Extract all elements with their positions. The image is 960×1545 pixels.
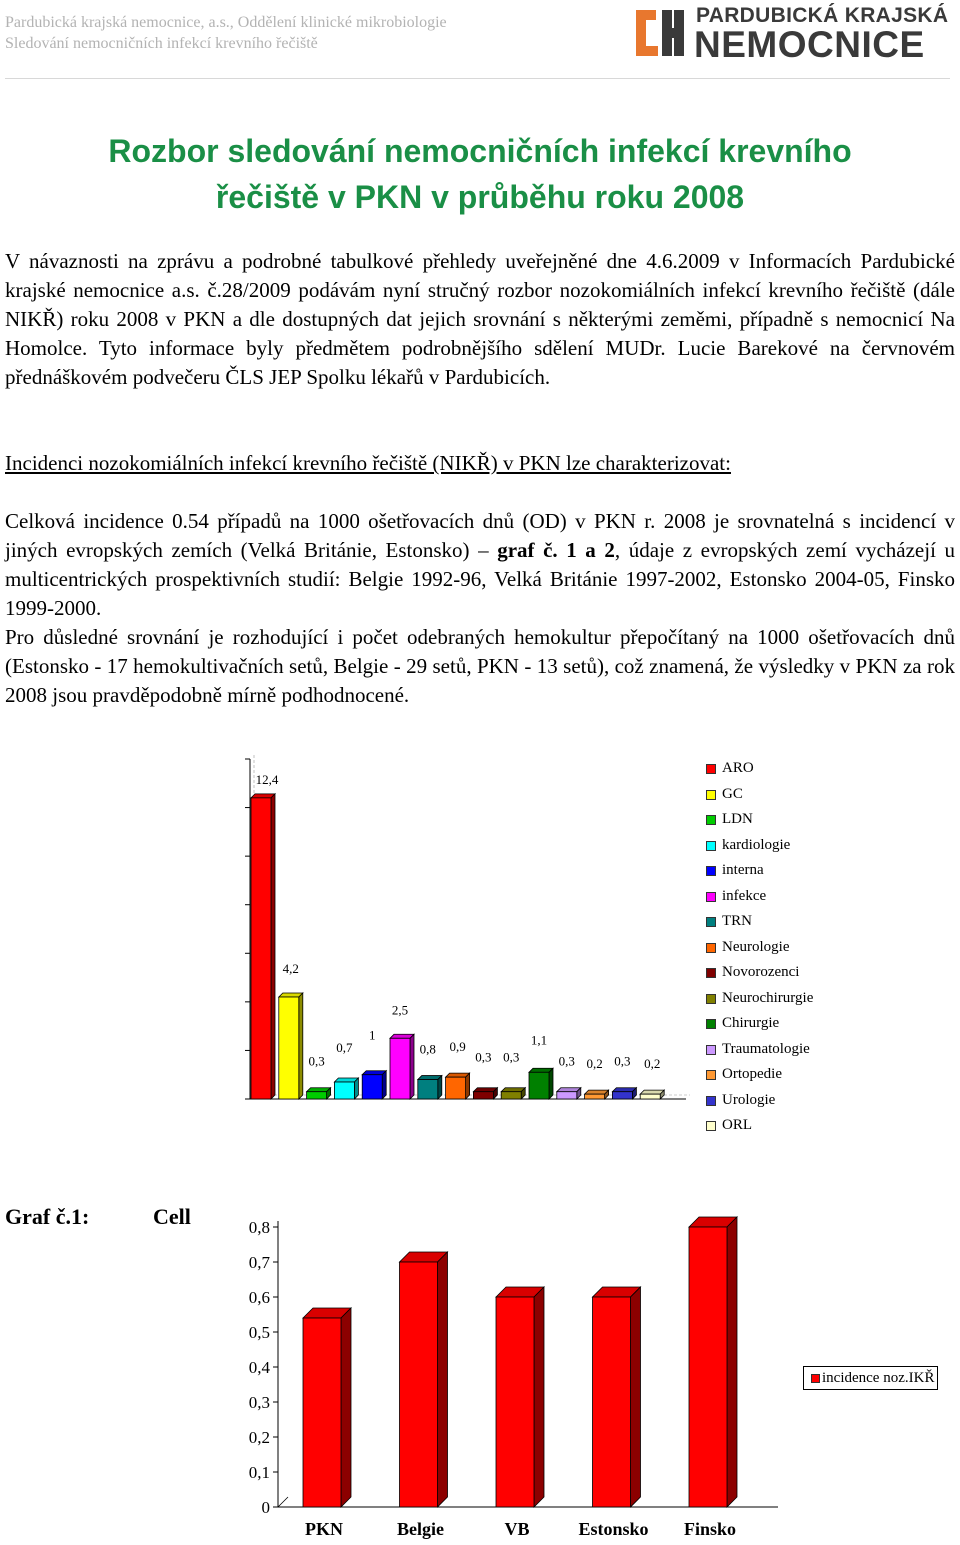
- data-label: 0,2: [586, 1056, 603, 1072]
- legend-swatch: [706, 943, 716, 953]
- x-tick-label: PKN: [305, 1519, 343, 1539]
- legend-swatch: [706, 994, 716, 1004]
- x-tick-label: Finsko: [683, 1519, 737, 1539]
- legend-label: TRN: [722, 913, 752, 929]
- legend-label: ORL: [722, 1117, 752, 1133]
- legend-label: ARO: [722, 760, 754, 776]
- y-tick-label: 0,3: [248, 1393, 270, 1412]
- depth-edge: [278, 1497, 288, 1507]
- page-title: [0, 128, 960, 220]
- y-tick-label: 0,8: [248, 1218, 270, 1237]
- header-line-2: Sledování nemocničních infekcí krevního řečiště: [5, 35, 318, 52]
- legend-swatch-incidence: [811, 1374, 820, 1383]
- country-legend: [803, 1366, 938, 1390]
- legend-swatch: [706, 968, 716, 978]
- data-label: 0,3: [308, 1053, 325, 1069]
- back-wall: [254, 755, 690, 1095]
- bar-kardiologie: [334, 1078, 358, 1099]
- legend-swatch: [706, 892, 716, 902]
- legend-swatch: [706, 1045, 716, 1055]
- incidence-text-1: Celková incidence 0.54 případů na 1000 ošetřovacích dnů (OD) v PKN r. 2008 je srovnatelná s incidencí v jiných evropských zemích (Velká Británie, Estonsko) –: [5, 509, 955, 562]
- legend-swatch: [706, 841, 716, 851]
- title-line-1: Rozbor sledování nemocničních infekcí krevního: [108, 133, 852, 169]
- legend-label: Neurochirurgie: [722, 989, 814, 1006]
- graph-label: Graf č.1:: [5, 1204, 90, 1229]
- bar-pkn: [303, 1308, 351, 1507]
- department-incidence-chart: [230, 745, 930, 1145]
- bar-orl: [640, 1090, 664, 1099]
- bar-urologie: [612, 1088, 636, 1099]
- incidence-paragraph: [5, 507, 955, 623]
- legend-label: Urologie: [722, 1091, 776, 1108]
- legend-label: interna: [722, 862, 764, 878]
- legend-label: Neurologie: [722, 938, 790, 955]
- legend-label-incidence: incidence noz.IKŘ: [822, 1370, 935, 1386]
- bar-trn: [418, 1076, 442, 1099]
- legend-label: GC: [722, 785, 743, 802]
- x-tick-label: Estonsko: [578, 1519, 649, 1539]
- country-incidence-chart: [230, 1205, 790, 1545]
- y-tick-label: 0,1: [248, 1463, 270, 1482]
- data-label: 1,1: [530, 1032, 548, 1048]
- x-tick-label: Belgie: [397, 1519, 444, 1539]
- y-tick-label: 0,6: [248, 1288, 270, 1307]
- data-label: 0,3: [614, 1053, 631, 1069]
- bar-ldn: [307, 1088, 331, 1099]
- data-label: 0,9: [449, 1039, 466, 1055]
- header-text: [5, 12, 447, 54]
- legend-label: Chirurgie: [722, 1015, 780, 1031]
- data-label: 0,7: [336, 1040, 353, 1055]
- data-label: 0,3: [503, 1049, 520, 1065]
- legend-swatch: [706, 1019, 716, 1029]
- section-subheading: Incidenci nozokomiálních infekcí krevního řečiště (NIKŘ) v PKN lze charakterizovat:: [5, 451, 731, 475]
- blood-culture-paragraph: Pro důsledné srovnání je rozhodující i počet odebraných hemokultur přepočítaný na 1000 ošetřovacích dnů (Estonsko - 17 hemokultivačních setů, Belgie - 29 setů, PKN - 13 setů), což znamená, že výsledky v PKN za rok 2008 jsou pravděpodobně mírně podhodnocené.: [5, 625, 955, 707]
- bar-traumatologie: [557, 1088, 581, 1099]
- logo-line-1: PARDUBICKÁ KRAJSKÁ: [696, 4, 949, 27]
- bar-infekce: [390, 1034, 414, 1099]
- legend-label: Novorozenci: [722, 964, 800, 980]
- data-label: 0,3: [558, 1053, 575, 1069]
- data-label: 4,2: [282, 961, 299, 976]
- legend-swatch: [706, 1121, 716, 1131]
- graph-title-fragment: Cell: [153, 1204, 191, 1229]
- title-line-2: řečiště v PKN v průběhu roku 2008: [215, 179, 745, 215]
- logo-line-2: NEMOCNICE: [694, 24, 925, 65]
- bar-interna: [362, 1071, 386, 1099]
- data-label: 1: [368, 1027, 376, 1043]
- data-label: 2,5: [391, 1002, 409, 1018]
- data-label: 12,4: [255, 771, 279, 787]
- legend-label: kardiologie: [722, 836, 791, 853]
- legend-label: Traumatologie: [722, 1040, 810, 1057]
- data-label: 0,8: [419, 1041, 436, 1057]
- bar-novorozenci: [473, 1088, 497, 1099]
- legend-swatch: [706, 764, 716, 774]
- x-tick-label: VB: [504, 1519, 530, 1539]
- bar-belgie: [400, 1252, 448, 1507]
- legend-swatch: [706, 1096, 716, 1106]
- data-label: 0,2: [644, 1056, 661, 1072]
- hospital-logo: [634, 4, 949, 65]
- legend-swatch: [706, 917, 716, 927]
- bar-neurochirurgie: [501, 1088, 525, 1099]
- data-label: 0,3: [475, 1049, 492, 1065]
- y-tick-label: 0,7: [248, 1253, 270, 1272]
- legend-label: LDN: [722, 811, 753, 827]
- bar-gc: [279, 993, 303, 1099]
- legend-swatch: [706, 1070, 716, 1080]
- bar-aro: [251, 794, 275, 1099]
- bar-ortopedie: [585, 1090, 609, 1099]
- intro-paragraph: V návaznosti na zprávu a podrobné tabulkové přehledy uveřejněné dne 4.6.2009 v Informacích Pardubické krajské nemocnice a.s. č.28/2009 podávám nyní stručný rozbor nozokomiálních infekcí krevního řečiště (dále NIKŘ) roku 2008 v PKN a dle dostupných dat jejich srovnání s některými zeměmi, případně s nemocnicí Na Homolce. Tyto informace byly předmětem podrobnějšího sdělení MUDr. Lucie Barekové na červnovém přednáškovém podvečeru ČLS JEP Spolku lékařů v Pardubicích.: [5, 249, 955, 389]
- bar-neurologie: [446, 1073, 470, 1099]
- y-tick-label: 0,2: [248, 1428, 270, 1447]
- header-line-1: Pardubická krajská nemocnice, a.s., Oddělení klinické mikrobiologie: [5, 14, 447, 31]
- y-tick-label: 0,5: [248, 1323, 270, 1342]
- legend-swatch: [706, 790, 716, 800]
- bar-finsko: [689, 1217, 737, 1507]
- bar-chirurgie: [529, 1068, 553, 1099]
- y-tick-label: 0,4: [248, 1358, 270, 1377]
- logo-mark-icon: [634, 6, 686, 60]
- legend-swatch: [706, 815, 716, 825]
- header-divider: [5, 78, 950, 79]
- legend-label: Ortopedie: [722, 1066, 782, 1082]
- bar-vb: [496, 1287, 544, 1507]
- legend-label: infekce: [722, 887, 767, 904]
- graph-reference: graf č. 1 a 2: [497, 538, 615, 562]
- incidence-text-2: , údaje z evropských zemí vycházejí u multicentrických prospektivních studií: Belgie 1992-96, Velká Británie 1997-2002, Estonsko 2004-05, Finsko 1999-2000.: [5, 538, 955, 620]
- legend-swatch: [706, 866, 716, 876]
- bar-estonsko: [593, 1287, 641, 1507]
- y-tick-label: 0: [261, 1498, 270, 1517]
